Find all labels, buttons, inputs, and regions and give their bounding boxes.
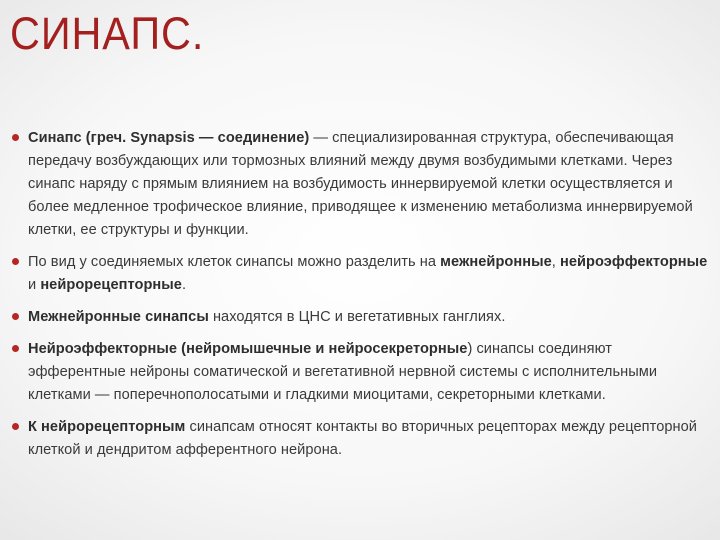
text-regular: находятся в ЦНС и вегетативных ганглиях. bbox=[208, 309, 506, 325]
text-bold: Нейроэффекторные (нейромышечные и нейросекреторные bbox=[28, 341, 468, 357]
text-regular: По вид у соединяемых клеток синапсы можно разделить на bbox=[28, 254, 441, 270]
bullet-list bbox=[10, 127, 712, 471]
bullet-text bbox=[28, 127, 712, 242]
text-regular: . bbox=[181, 277, 187, 293]
bullet-text bbox=[28, 338, 712, 407]
text-bold: К нейрорецепторным bbox=[28, 419, 186, 435]
text-regular: , bbox=[551, 254, 560, 270]
bullet-item bbox=[10, 127, 712, 242]
bullet-text bbox=[28, 251, 712, 297]
text-bold: Синапс (греч. Synapsis — соединение) bbox=[28, 130, 310, 146]
bullet-icon bbox=[12, 345, 19, 352]
text-regular: синапсам относят контакты во вторичных рецепторах между рецепторной клеткой и дендритом афферентного нейрона. bbox=[28, 419, 698, 458]
text-regular: ) синапсы соединяют эфферентные нейроны соматической и вегетативной нервной системы с исполнительными клетками — поперечнополосатыми и гладкими миоцитами, секреторными клетками. bbox=[28, 341, 658, 403]
bullet-text bbox=[28, 416, 712, 462]
text-bold: нейрорецепторные bbox=[40, 277, 182, 293]
bullet-item bbox=[10, 338, 712, 407]
slide-title: СИНАПС. bbox=[10, 8, 205, 59]
bullet-icon bbox=[12, 134, 19, 141]
bullet-item bbox=[10, 251, 712, 297]
text-regular: — специализированная структура, обеспечивающая передачу возбуждающих или тормозных влияний между двумя возбудимыми клетками. Через синапс наряду с прямым влиянием на возбудимость иннервируемой клетки осуществляется и более медленное трофическое влияние, приводящее к изменению метаболизма иннервируемой клетки, ее структуры и функции. bbox=[28, 130, 693, 238]
text-bold: межнейронные bbox=[440, 254, 552, 270]
text-bold: Межнейронные синапсы bbox=[28, 309, 209, 325]
text-regular: и bbox=[28, 277, 41, 293]
text-bold: нейроэффекторные bbox=[560, 254, 708, 270]
bullet-item bbox=[10, 306, 712, 329]
bullet-icon bbox=[12, 423, 19, 430]
bullet-icon bbox=[12, 313, 19, 320]
bullet-text bbox=[28, 306, 712, 329]
bullet-item bbox=[10, 416, 712, 462]
bullet-icon bbox=[12, 258, 19, 265]
